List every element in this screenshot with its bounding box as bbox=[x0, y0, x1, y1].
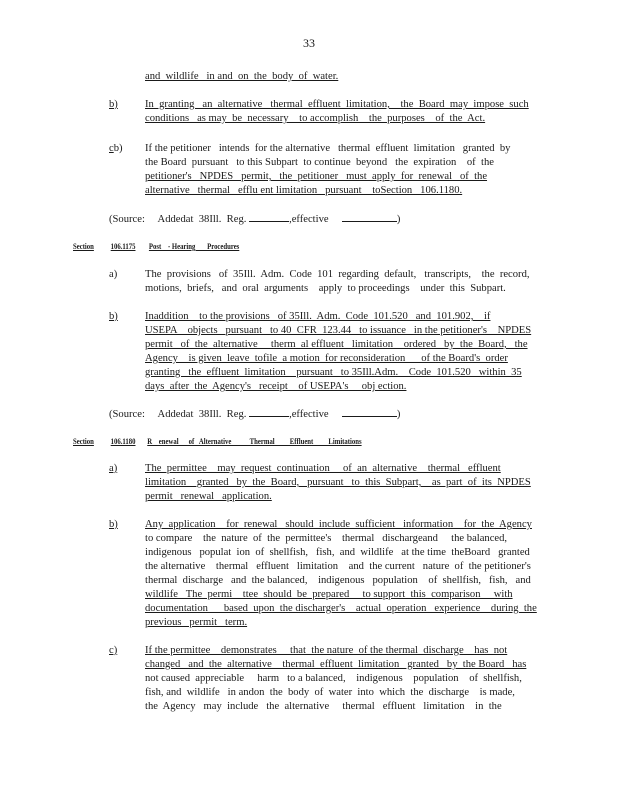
blank-line bbox=[249, 406, 289, 417]
para-cb-line: If the petitioner intends for the alternative thermal effluent limitation granted by bbox=[145, 143, 511, 154]
para-a-line: motions, briefs, and oral arguments apply to proceedings under this Subpart. bbox=[145, 283, 506, 294]
para-label-a: a) bbox=[109, 463, 118, 474]
para-label-cb bbox=[109, 142, 123, 156]
para-cb-line: alternative thermal efflu ent limitation pursuant toSection 106.1180. bbox=[145, 185, 463, 196]
continuation-line: and wildlife in and on the body of water. bbox=[145, 71, 339, 82]
para-b-line: Inaddition to the provisions of 35Ill. Adm. Code 101.520 and 101.902, if bbox=[145, 311, 491, 322]
source-text: (Source: Addedat 38Ill. Reg. bbox=[109, 214, 247, 225]
para-b-line: Agency is given leave tofile a motion for reconsideration of the Board's order bbox=[145, 353, 508, 364]
para-b-line: indigenous populat ion of shellfish, fish, and wildlife at the time theBoard granted bbox=[145, 547, 530, 558]
section-label: Section bbox=[73, 437, 94, 446]
source-note bbox=[109, 211, 400, 227]
source-close: ) bbox=[396, 409, 401, 420]
para-cb-line: petitioner's NPDES permit, the petitioner must apply for renewal of the bbox=[145, 171, 488, 182]
para-b-line: Any application for renewal should include sufficient information for the Agency bbox=[145, 519, 532, 530]
para-label-b-part: b) bbox=[113, 143, 123, 154]
para-label-c: c) bbox=[109, 645, 118, 656]
para-b-line: conditions as may be necessary to accomplish the purposes of the Act. bbox=[145, 113, 486, 124]
para-b-line: In granting an alternative thermal effluent limitation, the Board may impose such bbox=[145, 99, 529, 110]
para-cb-line: the Board pursuant to this Subpart to continue beyond the expiration of the bbox=[145, 157, 494, 168]
para-b-line: permit of the alternative therm al effluent limitation ordered by the Board, the bbox=[145, 339, 528, 350]
para-c-line: changed and the alternative thermal effluent limitation granted by the Board has bbox=[145, 659, 527, 670]
blank-line bbox=[342, 211, 397, 222]
source-text: (Source: Addedat 38Ill. Reg. bbox=[109, 409, 247, 420]
blank-line bbox=[249, 211, 289, 222]
source-note bbox=[109, 406, 400, 422]
source-effective: ,effective bbox=[289, 409, 329, 420]
para-b-line: to compare the nature of the permittee's thermal dischargeand the balanced, bbox=[145, 533, 508, 544]
para-b-line: wildlife The permi ttee should be prepared to support this comparison with bbox=[145, 589, 513, 600]
para-a-line: permit renewal application. bbox=[145, 491, 272, 502]
para-label-a: a) bbox=[109, 269, 118, 280]
para-label-b: b) bbox=[109, 311, 118, 322]
para-b-line: previous permit term. bbox=[145, 617, 248, 628]
para-c-line: not caused appreciable harm to a balanced, indigenous population of shellfish, bbox=[145, 673, 522, 684]
para-c-line: If the permittee demonstrates that the nature of the thermal discharge has not bbox=[145, 645, 508, 656]
para-b-line: the alternative thermal effluent limitation and the current nature of the petitioner's bbox=[145, 561, 531, 572]
source-close: ) bbox=[396, 214, 401, 225]
section-code: 106.1175 bbox=[110, 242, 136, 251]
para-label-b: b) bbox=[109, 99, 118, 110]
section-title: Post - Hearing Procedures bbox=[148, 242, 240, 251]
para-label-c-part: c bbox=[109, 143, 114, 154]
para-a-line: The provisions of 35Ill. Adm. Code 101 regarding default, transcripts, the record, bbox=[145, 269, 530, 280]
section-code: 106.1180 bbox=[110, 437, 136, 446]
para-b-line: granting the effluent limitation pursuant to 35Ill.Adm. Code 101.520 within 35 bbox=[145, 367, 522, 378]
blank-line bbox=[342, 406, 397, 417]
para-a-line: limitation granted by the Board, pursuant to this Subpart, as part of its NPDES bbox=[145, 477, 531, 488]
para-label-b: b) bbox=[109, 519, 118, 530]
para-b-line: USEPA objects pursuant to 40 CFR 123.44 to issuance in the petitioner's NPDES bbox=[145, 325, 532, 336]
section-title: R enewal of Alternative Thermal Effluent Limitations bbox=[147, 437, 362, 446]
section-label: Section bbox=[73, 242, 94, 251]
para-c-line: fish, and wildlife in andon the body of water into which the discharge is made, bbox=[145, 687, 515, 698]
para-c-line: the Agency may include the alternative thermal effluent limitation in the bbox=[145, 701, 502, 712]
section-heading bbox=[73, 436, 362, 448]
source-effective: ,effective bbox=[289, 214, 329, 225]
para-b-line: documentation based upon the discharger's actual operation experience during the bbox=[145, 603, 537, 614]
section-heading bbox=[73, 241, 239, 253]
para-a-line: The permittee may request continuation of an alternative thermal effluent bbox=[145, 463, 501, 474]
para-b-line: thermal discharge and the balanced, indigenous population of shellfish, fish, and bbox=[145, 575, 531, 586]
page-number: 33 bbox=[303, 36, 315, 50]
para-b-line: days after the Agency's receipt of USEPA's obj ection. bbox=[145, 381, 407, 392]
